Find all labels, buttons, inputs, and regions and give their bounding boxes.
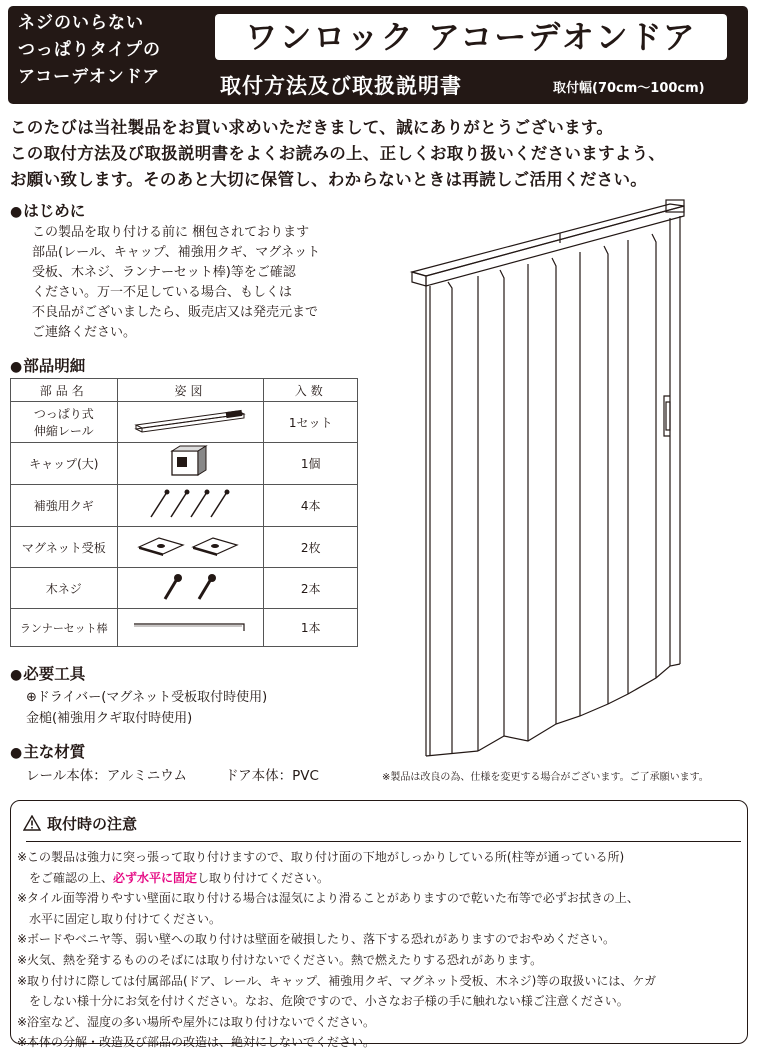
tools-list	[26, 687, 267, 729]
part-qty: 2本	[264, 568, 358, 609]
section-heading-intro: ●はじめに	[10, 202, 86, 220]
caution-item: ※本体の分解・改造及び部品の改造は、絶対にしないでください。	[17, 1035, 376, 1050]
part-name: 補強用クギ	[11, 485, 118, 527]
section-heading-tools: ●必要工具	[10, 665, 86, 683]
part-name: キャップ(大)	[11, 443, 118, 485]
part-name: 木ネジ	[11, 568, 118, 609]
para-line: ご連絡ください。	[32, 325, 137, 340]
intro-line: このたびは当社製品をお買い求めいただきまして、誠にありがとうございます。	[10, 118, 614, 137]
material-door: ドア本体：PVC	[225, 768, 319, 784]
part-name: つっぱり式 伸縮レール	[11, 402, 118, 443]
tool-item: ⊕ドライバー(マグネット受板取付時使用)	[26, 690, 268, 705]
accordion-door-illustration	[400, 196, 700, 761]
para-line: 部品(レール、キャップ、補強用クギ、マグネット	[32, 245, 321, 260]
para-line: この製品を取り付ける前に 梱包されております	[32, 225, 310, 240]
divider	[26, 841, 741, 842]
warning-icon	[23, 815, 41, 831]
part-name: マグネット受板	[11, 527, 118, 568]
intro-paragraph	[32, 223, 377, 343]
magnet-plate-figure	[117, 527, 264, 568]
part-qty: 4本	[264, 485, 358, 527]
heading-text: 主な材質	[23, 743, 86, 761]
part-qty: 1個	[264, 443, 358, 485]
part-qty: 1本	[264, 609, 358, 647]
section-heading-parts: ●部品明細	[10, 357, 86, 375]
caution-title-text: 取付時の注意	[47, 815, 138, 833]
table-row	[11, 402, 358, 443]
col-header: 部品名	[11, 379, 118, 402]
rail-figure	[117, 402, 264, 443]
para-line: 不良品がございましたら、販売店又は発売元まで	[32, 305, 319, 320]
intro-line: お願い致します。そのあと大切に保管し、わからないときは再読しご活用ください。	[10, 170, 648, 189]
material-info	[26, 764, 319, 784]
width-range: 取付幅(70cm〜100cm)	[553, 81, 705, 96]
intro-text	[10, 115, 752, 193]
manual-subtitle: 取付方法及び取扱説明書	[220, 74, 462, 98]
title-box	[215, 14, 727, 60]
parts-table	[10, 378, 358, 647]
part-qty: 2枚	[264, 527, 358, 568]
wood-screw-figure	[117, 568, 264, 609]
caution-item: をしない様十分にお気を付けください。なお、危険ですので、小さなお子様の手に触れない様ご注意ください。	[29, 994, 629, 1009]
material-rail: レール本体：アルミニウム	[26, 768, 188, 784]
heading-text: 部品明細	[23, 357, 86, 375]
table-row	[11, 485, 358, 527]
runner-rod-figure	[117, 609, 264, 647]
caution-item: ※ボードやベニヤ等、弱い壁への取り付けは壁面を破損したり、落下する恐れがありますのでおやめください。	[17, 932, 616, 947]
nails-figure	[117, 485, 264, 527]
heading-text: 必要工具	[23, 665, 86, 683]
section-heading-material: ●主な材質	[10, 743, 86, 761]
caution-item: ※火気、熱を発するもののそばには取り付けないでください。熱で燃えたりする恐れがあります。	[17, 952, 543, 967]
tagline-line: つっぱりタイプの	[18, 40, 161, 60]
tool-item: 金槌(補強用クギ取付時使用)	[26, 711, 193, 726]
caution-list	[17, 847, 742, 1053]
cap-figure	[117, 443, 264, 485]
part-name: ランナーセット棒	[11, 609, 118, 647]
caution-item: ※この製品は強力に突っ張って取り付けますので、取り付け面の下地がしっかりしている所(柱等が通っている所)	[17, 850, 625, 864]
caution-item: をご確認の上、必ず水平に固定し取り付けてください。	[29, 870, 330, 885]
para-line: 受板、木ネジ、ランナーセット棒)等をご確認	[32, 265, 296, 280]
col-header: 姿図	[117, 379, 264, 402]
header-banner	[8, 6, 748, 104]
emphasis-text: 必ず水平に固定	[113, 870, 198, 885]
table-row	[11, 568, 358, 609]
caution-heading	[23, 813, 137, 834]
para-line: ください。万一不足している場合、もしくは	[32, 285, 293, 300]
table-row	[11, 443, 358, 485]
table-header-row	[11, 379, 358, 402]
spec-change-note: ※製品は改良の為、仕様を変更する場合がございます。ご了承願います。	[382, 772, 709, 783]
tagline-line: ネジのいらない	[18, 13, 144, 33]
table-row	[11, 609, 358, 647]
table-row	[11, 527, 358, 568]
caution-box	[10, 800, 748, 1050]
caution-item: ※タイル面等滑りやすい壁面に取り付ける場合は湿気により滑ることがありますので乾いた布等で必ずお拭きの上、	[17, 891, 639, 906]
header-tagline	[18, 10, 208, 91]
part-qty: 1セット	[264, 402, 358, 443]
tagline-line: アコーデオンドア	[18, 67, 161, 87]
intro-line: この取付方法及び取扱説明書をよくお読みの上、正しくお取り扱いくださいますよう、	[10, 144, 666, 163]
product-title: ワンロック アコーデオンドア	[245, 18, 697, 56]
col-header: 入数	[264, 379, 358, 402]
heading-text: はじめに	[23, 202, 86, 220]
caution-item: ※取り付けに際しては付属部品(ドア、レール、キャップ、補強用クギ、マグネット受板、木ネジ)等の取扱いには、ケガ	[17, 973, 657, 988]
caution-item: ※浴室など、湿度の多い場所や屋外には取り付けないでください。	[17, 1014, 376, 1029]
caution-item: 水平に固定し取り付けてください。	[29, 911, 222, 926]
